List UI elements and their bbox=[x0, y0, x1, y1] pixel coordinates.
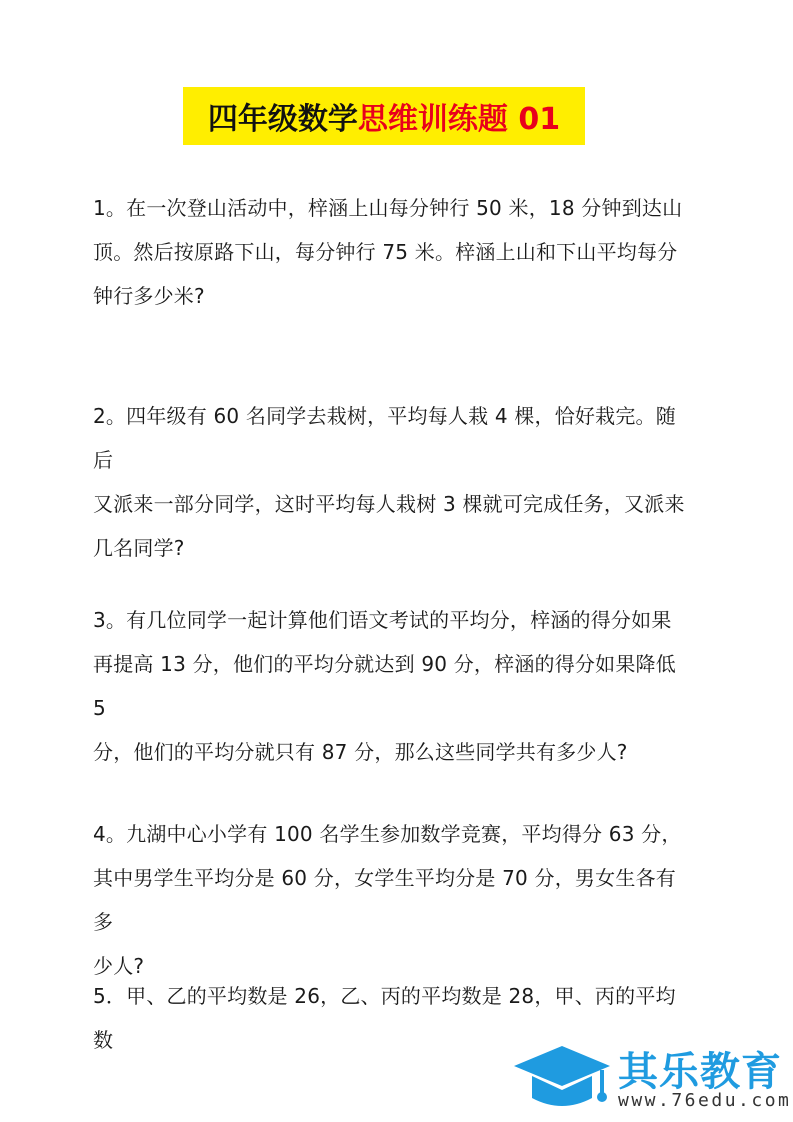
problem-2: 2。四年级有 60 名同学去栽树，平均每人栽 4 棵，恰好栽完。随后 又派来一部分同学，这时平均每人栽树 3 棵就可完成任务，又派来 几名同学? bbox=[93, 404, 685, 560]
title-main: 四年级数学 bbox=[207, 102, 358, 137]
problem-3: 3。有几位同学一起计算他们语文考试的平均分，梓涵的得分如果 再提高 13 分，他们的平均分就达到 90 分，梓涵的得分如果降低 5 分，他们的平均分就只有 87 分，那么这些同学共有多少人? bbox=[93, 608, 676, 764]
title-accent: 思维训练题 01 bbox=[357, 102, 561, 137]
problem-5: 5．甲、乙的平均数是 26，乙、丙的平均数是 28，甲、丙的平均数 bbox=[93, 984, 676, 1052]
graduation-cap-icon bbox=[510, 1044, 612, 1114]
title-banner bbox=[183, 87, 585, 145]
problem-1: 1。在一次登山活动中，梓涵上山每分钟行 50 米，18 分钟到达山 顶。然后按原路下山，每分钟行 75 米。梓涵上山和下山平均每分 钟行多少米? bbox=[93, 196, 683, 308]
brand-name: 其乐教育 bbox=[618, 1049, 782, 1095]
problem-4: 4。九湖中心小学有 100 名学生参加数学竞赛，平均得分 63 分， 其中男学生平均分是 60 分，女学生平均分是 70 分，男女生各有多 少人? bbox=[93, 822, 682, 978]
brand-url: www.76edu.com bbox=[618, 1090, 792, 1111]
brand-logo bbox=[510, 1040, 790, 1115]
